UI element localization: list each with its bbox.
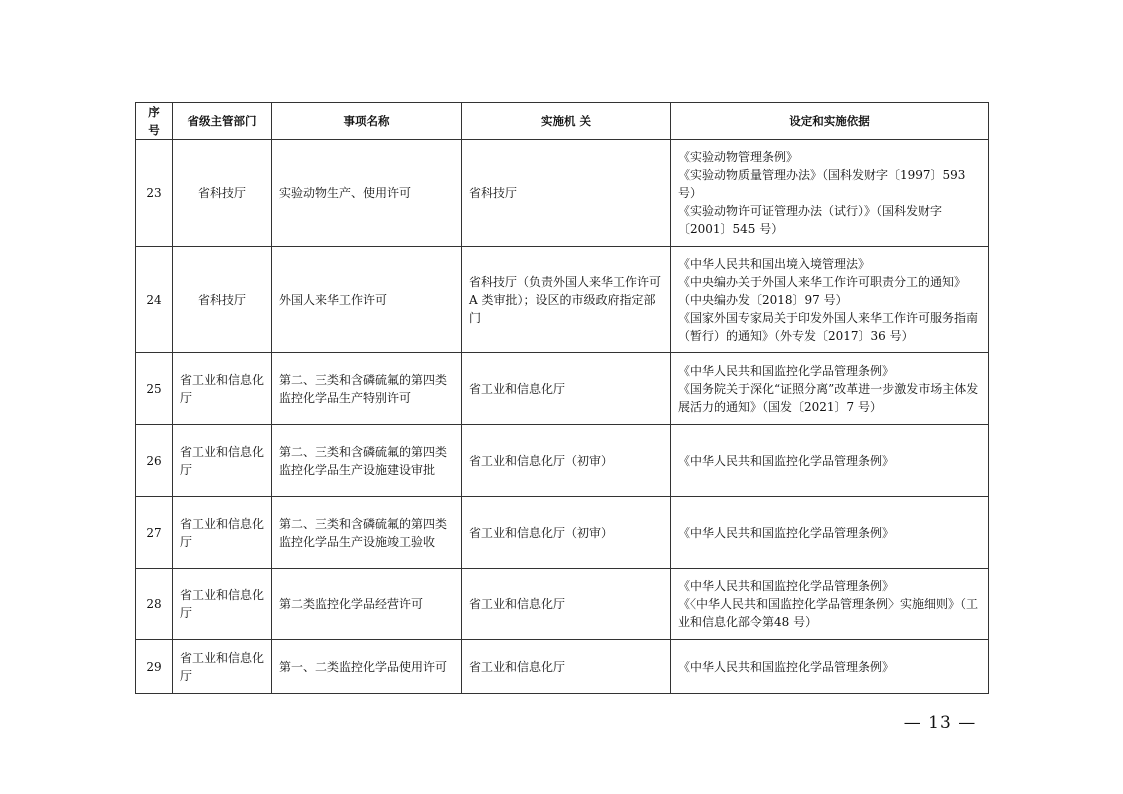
row-item: 第二、三类和含磷硫氟的第四类监控化学品生产设施建设审批 [272,425,462,497]
row-item: 第二、三类和含磷硫氟的第四类监控化学品生产特别许可 [272,353,462,425]
header-item: 事项名称 [272,103,462,140]
basis-line: 《〈中华人民共和国监控化学品管理条例〉实施细则》（工业和信息化部令第48 号） [678,597,979,629]
row-seq: 25 [136,353,173,425]
row-agency: 省科技厅 [462,140,671,247]
row-dept: 省科技厅 [173,140,272,247]
table-row [136,497,989,569]
row-basis [671,140,989,247]
row-seq: 24 [136,247,173,353]
row-agency: 省工业和信息化厅 [462,569,671,640]
row-dept: 省工业和信息化厅 [173,425,272,497]
basis-line: 《实验动物许可证管理办法（试行）》（国科发财字〔2001〕545 号） [678,204,943,236]
row-agency: 省工业和信息化厅 [462,353,671,425]
table-row [136,247,989,353]
row-basis [671,247,989,353]
row-basis [671,569,989,640]
row-item: 外国人来华工作许可 [272,247,462,353]
header-dept: 省级主管部门 [173,103,272,140]
basis-line: 《实验动物管理条例》 [678,150,799,164]
header-agency: 实施机 关 [462,103,671,140]
table-row [136,353,989,425]
table-row [136,425,989,497]
row-agency: 省科技厅（负责外国人来华工作许可A 类审批）；设区的市级政府指定部门 [462,247,671,353]
row-basis [671,497,989,569]
basis-line: 《中华人民共和国监控化学品管理条例》 [678,453,895,468]
row-item: 第二、三类和含磷硫氟的第四类监控化学品生产设施竣工验收 [272,497,462,569]
row-dept: 省工业和信息化厅 [173,569,272,640]
basis-line: 《中华人民共和国出境入境管理法》 [678,256,871,271]
row-basis [671,425,989,497]
basis-line: 《实验动物质量管理办法》（国科发财字〔1997〕593 号） [678,168,966,200]
row-seq: 27 [136,497,173,569]
page-number: — 13 — [903,713,977,733]
table-row [136,569,989,640]
table-row [136,640,989,694]
row-item: 实验动物生产、使用许可 [272,140,462,247]
basis-line: 《中央编办关于外国人来华工作许可职责分工的通知》（中央编办发〔2018〕97 号） [678,274,967,307]
header-seq: 序号 [136,103,173,140]
row-dept: 省工业和信息化厅 [173,640,272,694]
row-dept: 省工业和信息化厅 [173,497,272,569]
row-dept: 省科技厅 [173,247,272,353]
basis-line: 《中华人民共和国监控化学品管理条例》 [678,579,895,593]
basis-line: 《国务院关于深化“证照分离”改革进一步激发市场主体发展活力的通知》（国发〔2021〕7 号） [678,381,979,414]
table-row [136,140,989,247]
row-agency: 省工业和信息化厅（初审） [462,425,671,497]
basis-line: 《中华人民共和国监控化学品管理条例》 [678,363,895,378]
row-basis [671,640,989,694]
row-dept: 省工业和信息化厅 [173,353,272,425]
permits-table [135,102,989,694]
row-item: 第一、二类监控化学品使用许可 [272,640,462,694]
basis-line: 《中华人民共和国监控化学品管理条例》 [678,659,895,674]
row-seq: 29 [136,640,173,694]
row-agency: 省工业和信息化厅 [462,640,671,694]
basis-line: 《国家外国专家局关于印发外国人来华工作许可服务指南（暂行）的通知》（外专发〔2017〕36 号） [678,310,979,343]
row-item: 第二类监控化学品经营许可 [272,569,462,640]
row-basis [671,353,989,425]
table-header-row [136,103,989,140]
row-seq: 28 [136,569,173,640]
row-seq: 23 [136,140,173,247]
basis-line: 《中华人民共和国监控化学品管理条例》 [678,525,895,540]
header-basis: 设定和实施依据 [671,103,989,140]
row-agency: 省工业和信息化厅（初审） [462,497,671,569]
row-seq: 26 [136,425,173,497]
